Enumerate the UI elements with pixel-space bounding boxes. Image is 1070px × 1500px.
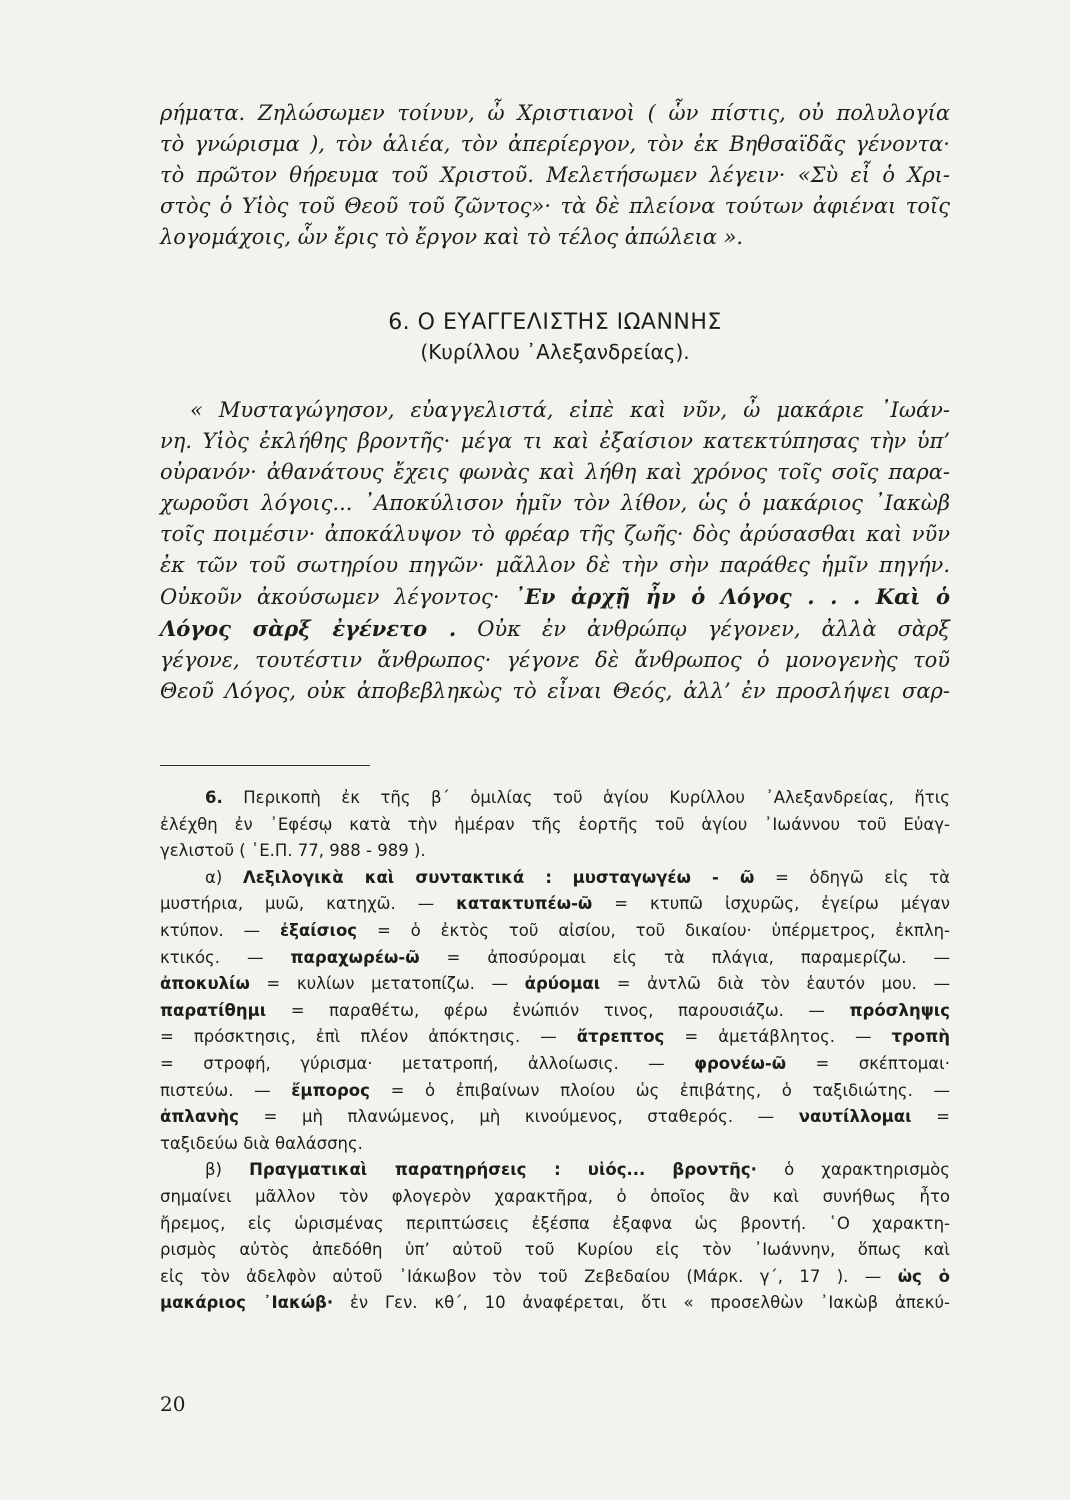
text-line: οὐρανόν· ἀθανάτους ἔχεις φωνὰς καὶ λήθη καὶ χρόνος τοῖς σοῖς παρα- — [160, 460, 950, 484]
section-subheading: (Κυρίλλου ᾿Αλεξανδρείας). — [420, 340, 690, 364]
term: ἀρύομαι — [524, 974, 601, 994]
term: ναυτίλλομαι — [798, 1107, 912, 1127]
quote-bold: ᾿Εν ἀρχῇ ἦν ὁ Λόγος . . . Καὶ ὁ — [514, 584, 950, 609]
text-line: στὸς ὁ Υἱὸς τοῦ Θεοῦ τοῦ ζῶντος»· τὰ δὲ πλείονα τούτων ἀφιέναι τοῖς — [160, 194, 950, 218]
text-segment: Οὐκοῦν ἀκούσωμεν λέγοντος· — [160, 585, 500, 609]
definition: μυστήρια, μυῶ, κατηχῶ. — — [160, 894, 435, 914]
term: μυσταγωγέω - ῶ — [572, 867, 755, 887]
definition: = στροφή, γύρισμα· μετατροπή, ἀλλοίωσις. — — [160, 1053, 665, 1073]
text-line — [160, 581, 950, 613]
text-line: τὸ πρῶτον θήρευμα τοῦ Χριστοῦ. Μελετήσωμεν λέγειν· «Σὺ εἶ ὁ Χρι- — [160, 163, 950, 187]
text-line: χωροῦσι λόγοις... ᾿Αποκύλισον ἡμῖν τὸν λίθον, ὡς ὁ μακάριος ᾿Ιακὼβ — [160, 491, 950, 515]
term: ἀπλανὴς — [160, 1107, 239, 1127]
note-line — [160, 1104, 950, 1131]
text-line: ἐκ τῶν τοῦ σωτηρίου πηγῶν· μᾶλλον δὲ τὴν σὴν παράθες ἡμῖν πηγήν. — [160, 553, 950, 577]
definition: = σκέπτομαι· — [815, 1053, 951, 1073]
definition: = κτυπῶ ἰσχυρῶς, ἐγείρω μέγαν — [614, 894, 951, 914]
note-line — [160, 971, 950, 998]
text-line: ρήματα. Ζηλώσωμεν τοίνυν, ὦ Χριστιανοὶ ( ὧν πίστις, οὐ πολυλογία — [160, 101, 950, 125]
definition: εἰς τὸν ἀδελφὸν αὐτοῦ ᾿Ιάκωβον τὸν τοῦ Ζεβεδαίου (Μάρκ. γ΄, 17 ). — — [160, 1266, 882, 1286]
definition: πιστεύω. — — [160, 1080, 271, 1100]
term: ἐξαίσιος — [279, 920, 358, 940]
definition: = ἀμετάβλητος. — — [684, 1027, 872, 1047]
term: παρατίθημι — [160, 1000, 267, 1020]
note-line: σημαίνει μᾶλλον τὸν φλογερὸν χαρακτῆρα, ὁ ὁποῖος ἂν καὶ συνήθως ἦτο — [160, 1186, 950, 1206]
note-line — [160, 1290, 950, 1317]
term: βροντῆς· — [672, 1160, 757, 1180]
note-line — [160, 945, 950, 972]
page-number: 20 — [160, 1392, 186, 1416]
text-line: τὸ γνώρισμα ), τὸν ἁλιέα, τὸν ἀπερίεργον, τὸν ἐκ Βηθσαϊδᾶς γένοντα· — [160, 132, 950, 156]
text-line: λογομάχοις, ὧν ἔρις τὸ ἔργον καὶ τὸ τέλος ἀπώλεια ». — [160, 225, 744, 249]
note-subheading: Λεξιλογικὰ καὶ συντακτικά : — [242, 867, 552, 887]
definition: = — [936, 1107, 950, 1127]
note-line — [160, 1051, 950, 1078]
note-line: ἐλέχθη ἐν ᾿Εφέσῳ κατὰ τὴν ἡμέραν τῆς ἑορτῆς τοῦ ἁγίου ᾿Ιωάννου τοῦ Εὐαγ- — [160, 814, 950, 834]
definition: κτικός. — — [160, 947, 264, 967]
definition: = ὁ ἐκτὸς τοῦ αἰσίου, τοῦ δικαίου· ὑπέρμετρος, ἐκπλη- — [376, 920, 951, 940]
definition: = ὁδηγῶ εἰς τὰ — [775, 867, 950, 887]
definition: = ἀντλῶ διὰ τὸν ἑαυτόν μου. — — [616, 974, 951, 994]
text-line: Θεοῦ Λόγος, οὐκ ἀποβεβληκὼς τὸ εἶναι Θεός, ἀλλ’ ἐν προσλήψει σαρ- — [160, 679, 950, 703]
term: ἀποκυλίω — [160, 974, 250, 994]
note-line: ταξιδεύω διὰ θαλάσσης. — [160, 1133, 363, 1153]
note-line: ἤρεμος, εἰς ὡρισμένας περιπτώσεις ἐξέσπα ἐξαφνα ὡς βροντή. ῾Ο χαρακτη- — [160, 1213, 950, 1233]
main-text-body — [160, 395, 950, 707]
text-line: γέγονε, τουτέστιν ἄνθρωπος· γέγονε δὲ ἄνθρωπος ὁ μονογενὴς τοῦ — [160, 648, 950, 672]
definition: κτύπον. — — [160, 920, 261, 940]
main-text-top — [160, 98, 950, 253]
definition: = μὴ πλανώμενος, μὴ κινούμενος, σταθερός. — — [263, 1107, 775, 1127]
note-line: γελιστοῦ ( ῾Ε.Π. 77, 988 - 989 ). — [160, 841, 426, 861]
note-line: ρισμὸς αὐτὸς ἀπεδόθη ὑπ’ αὐτοῦ τοῦ Κυρίου εἰς τὸν ᾿Ιωάννην, ὅπως καὶ — [160, 1240, 950, 1260]
text-line — [160, 613, 950, 645]
note-line — [160, 998, 950, 1025]
term: πρόσληψις — [849, 1000, 951, 1020]
definition: = κυλίων μετατοπίζω. — — [266, 974, 508, 994]
definition: ὁ χαρακτηρισμὸς — [784, 1160, 950, 1180]
definition: = ἀποσύρομαι εἰς τὰ πλάγια, παραμερίζω. — — [446, 947, 950, 967]
term: ὡς ὁ — [897, 1266, 951, 1286]
note-label: α) — [205, 867, 223, 887]
text-segment: Οὐκ ἐν ἀνθρώπῳ γέγονεν, ἀλλὰ σὰρξ — [477, 617, 950, 641]
text-line: νη. Υἱὸς ἐκλήθης βροντῆς· μέγα τι καὶ ἐξαίσιον κατεκτύπησας τὴν ὑπ’ — [160, 429, 950, 453]
note-number: 6. — [205, 788, 223, 807]
section-heading-block — [160, 308, 950, 366]
footnote-divider — [160, 765, 370, 766]
note-line — [160, 1024, 950, 1051]
definition: = ὁ ἐπιβαίνων πλοίου ὡς ἐπιβάτης, ὁ ταξιδιώτης. — — [390, 1080, 951, 1100]
note-subheading: Πραγματικαὶ παρατηρήσεις : — [249, 1160, 561, 1180]
text-line: τοῖς ποιμέσιν· ἀποκάλυψον τὸ φρέαρ τῆς ζωῆς· δὸς ἀρύσασθαι καὶ νῦν — [160, 522, 950, 546]
term: ἔμπορος — [291, 1080, 370, 1100]
quote-bold: Λόγος σὰρξ ἐγένετο . — [160, 616, 457, 641]
definition: = παραθέτω, φέρω ἐνώπιόν τινος, παρουσιάζω. — — [290, 1000, 825, 1020]
note-line — [160, 785, 950, 812]
note-text: Περικοπὴ ἐκ τῆς β΄ ὁμιλίας τοῦ ἁγίου Κυρίλλου ᾿Αλεξανδρείας, ἥτις — [243, 788, 950, 807]
definition: ἐν Γεν. κθ΄, 10 ἀναφέρεται, ὅτι « προσελθὼν ᾿Ιακὼβ ἀπεκύ- — [349, 1293, 950, 1313]
term: μακάριος ᾿Ιακώβ· — [160, 1293, 334, 1313]
term: υἱός... — [587, 1160, 646, 1180]
term: φρονέω-ῶ — [694, 1053, 787, 1073]
text-line: « Μυσταγώγησον, εὐαγγελιστά, εἰπὲ καὶ νῦν, ὦ μακάριε ᾿Ιωάν- — [190, 398, 950, 422]
section-heading: 6. Ο ΕΥΑΓΓΕΛΙΣΤΗΣ ΙΩΑΝΝΗΣ — [388, 310, 722, 335]
term: τροπὴ — [891, 1027, 951, 1047]
note-label: β) — [205, 1160, 222, 1180]
note-line — [160, 865, 950, 892]
term: κατακτυπέω-ῶ — [456, 894, 593, 914]
note-line — [160, 918, 950, 945]
note-line — [160, 1264, 950, 1291]
note-line — [160, 1157, 950, 1184]
term: ἄτρεπτος — [576, 1027, 665, 1047]
definition: = πρόσκτησις, ἐπὶ πλέον ἀπόκτησις. — — [160, 1027, 557, 1047]
term: παραχωρέω-ῶ — [290, 947, 420, 967]
note-line — [160, 891, 950, 918]
note-line — [160, 1078, 950, 1105]
footnotes — [160, 785, 950, 1317]
